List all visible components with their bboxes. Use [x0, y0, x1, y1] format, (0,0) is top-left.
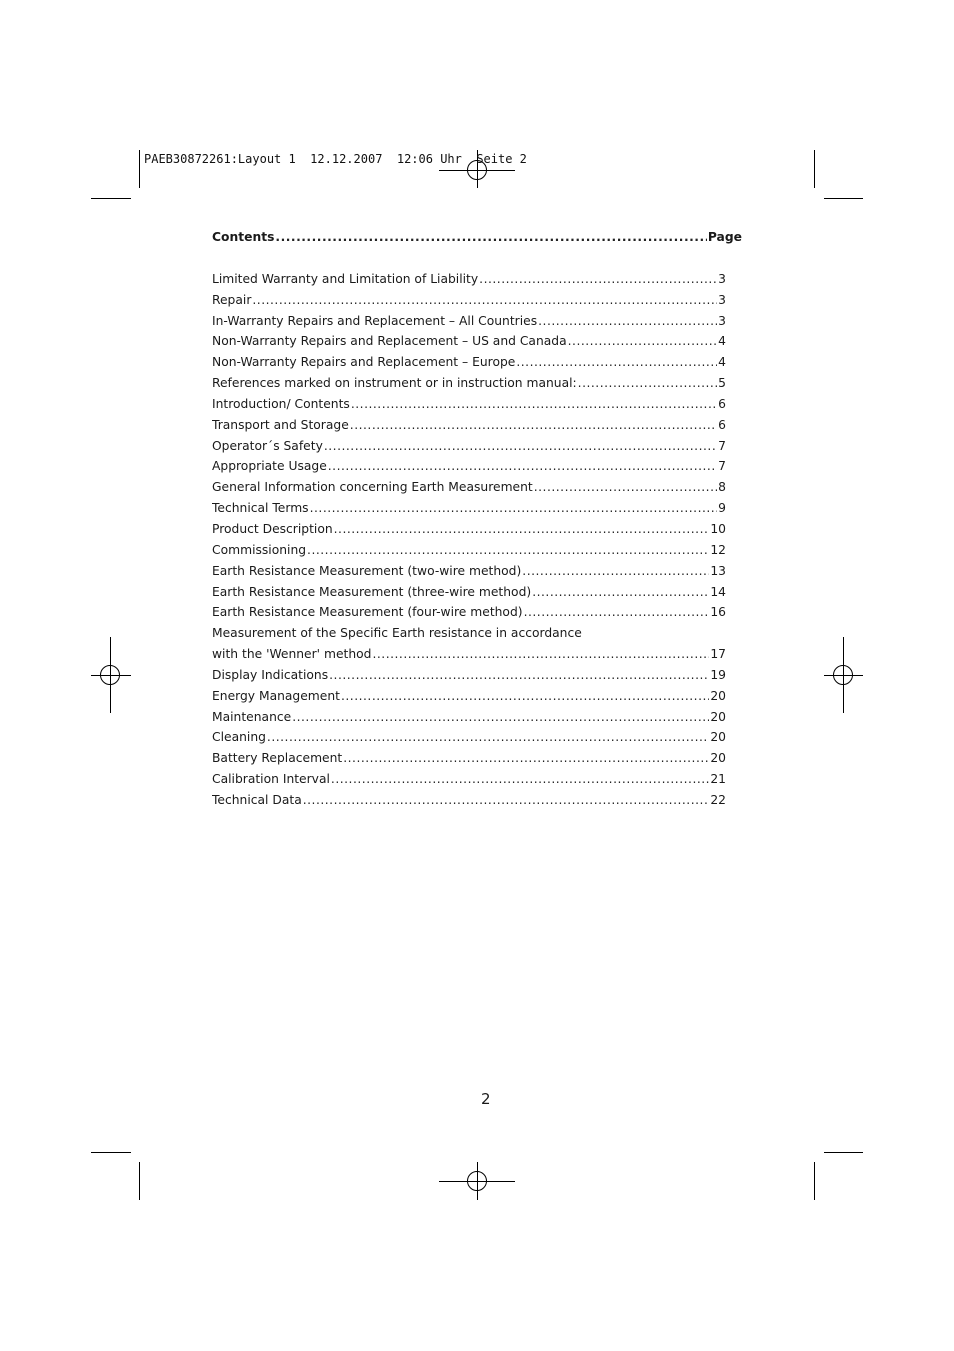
leader-dots: [350, 418, 717, 432]
toc-entry[interactable]: [212, 772, 726, 793]
toc-entry-label: Earth Resistance Measurement (four-wire method): [212, 605, 523, 620]
toc-entry-label: Product Description: [212, 521, 333, 536]
leader-dots: [341, 689, 709, 703]
toc-entry-label: Technical Data: [212, 792, 302, 807]
toc-entry-page: 10: [710, 521, 726, 536]
toc-entry-page: 19: [710, 667, 726, 682]
toc-entry-line: [212, 626, 726, 647]
crop-mark: [91, 198, 131, 199]
toc-entry[interactable]: [212, 793, 726, 814]
toc-entry-label: Battery Replacement: [212, 751, 343, 766]
toc-entry-page: 5: [718, 376, 726, 391]
toc-entry[interactable]: [212, 459, 726, 480]
toc-entry-label: with the 'Wenner' method: [212, 647, 372, 662]
toc-entry-page: 20: [710, 688, 726, 703]
toc-entry[interactable]: [212, 751, 726, 772]
leader-dots: [334, 522, 710, 536]
crop-mark: [139, 1162, 140, 1200]
leader-dots: [532, 585, 709, 599]
toc-entry[interactable]: [212, 710, 726, 731]
toc-entry[interactable]: [212, 543, 726, 564]
toc-entry-label: Earth Resistance Measurement (three-wire method): [212, 584, 532, 599]
toc-entry[interactable]: [212, 605, 726, 626]
leader-dots: [252, 293, 717, 307]
toc-entry-label: Non-Warranty Repairs and Replacement – Europe: [212, 355, 516, 370]
toc-entry-page: 8: [718, 480, 726, 495]
toc-entry-label: General Information concerning Earth Measurement: [212, 480, 533, 495]
toc-entry[interactable]: [212, 689, 726, 710]
toc-entry[interactable]: [212, 522, 726, 543]
toc-entry[interactable]: [212, 397, 726, 418]
leader-dots: [328, 459, 717, 473]
leader-dots: [372, 647, 709, 661]
toc-entry-page: 6: [718, 396, 726, 411]
leader-dots: [534, 480, 717, 494]
toc-entry-page: 22: [710, 792, 726, 807]
crop-mark: [824, 198, 863, 199]
leader-dots: [324, 439, 717, 453]
toc-entry-page: 7: [718, 438, 726, 453]
leader-dots: [307, 543, 709, 557]
toc-entry[interactable]: [212, 480, 726, 501]
leader-dots: [351, 397, 717, 411]
leader-dots: [329, 668, 709, 682]
toc-entry-label: Technical Terms: [212, 501, 309, 516]
print-slug: PAEB30872261:Layout 1 12.12.2007 12:06 Uhr Seite 2: [144, 152, 527, 166]
toc-entry-label: Transport and Storage: [212, 417, 349, 432]
toc-entry-label: Earth Resistance Measurement (two-wire method): [212, 563, 522, 578]
toc-entries: [212, 272, 726, 626]
toc-entry[interactable]: [212, 564, 726, 585]
toc-entry-page: 3: [718, 292, 726, 307]
toc-entry[interactable]: [212, 668, 726, 689]
toc-entry-page: 4: [718, 334, 726, 349]
leader-dots: [331, 772, 709, 786]
crop-mark: [824, 1152, 863, 1153]
toc-entry-label: Appropriate Usage: [212, 459, 327, 474]
toc-entry-page: 13: [710, 563, 726, 578]
toc-heading: Contents: [212, 230, 275, 244]
toc-entry[interactable]: [212, 501, 726, 522]
toc-entry-page: 14: [710, 584, 726, 599]
toc-entry[interactable]: [212, 730, 726, 751]
toc-entry-label: Cleaning: [212, 730, 266, 745]
toc-entry-label: Non-Warranty Repairs and Replacement – US and Canada: [212, 334, 567, 349]
toc-entry-page: 16: [710, 605, 726, 620]
toc-entry-label: Calibration Interval: [212, 772, 330, 787]
leader-dots: [524, 605, 710, 619]
toc-entry-label: In-Warranty Repairs and Replacement – All Countries: [212, 313, 538, 328]
toc-entry-label: Operator´s Safety: [212, 438, 323, 453]
crop-mark: [814, 1162, 815, 1200]
toc-entry-label: Repair: [212, 292, 252, 307]
toc-entry-label: Energy Management: [212, 688, 340, 703]
toc-entry[interactable]: [212, 647, 726, 668]
toc-entries-after: [212, 668, 726, 814]
leader-dots: [292, 710, 709, 724]
leader-dots: [303, 793, 710, 807]
toc-entry-page: 3: [718, 271, 726, 286]
toc-entry-page: 20: [710, 709, 726, 724]
leader-dots: [516, 355, 717, 369]
toc-entry-label: References marked on instrument or in instruction manual:: [212, 376, 577, 391]
toc-entry[interactable]: [212, 355, 726, 376]
leader-dots: [479, 272, 717, 286]
toc-entry[interactable]: [212, 585, 726, 606]
toc-entry-page: 9: [718, 501, 726, 516]
leader-dots: [310, 501, 718, 515]
toc-entry-label: Commissioning: [212, 542, 307, 557]
toc-entry-page: 12: [710, 542, 726, 557]
toc-heading-page: Page: [707, 230, 742, 244]
crop-mark: [139, 150, 140, 188]
toc-entry-page: 6: [718, 417, 726, 432]
toc-entry[interactable]: [212, 272, 726, 293]
toc-entry[interactable]: [212, 439, 726, 460]
toc-entry-page: 7: [718, 459, 726, 474]
leader-dots: [522, 564, 709, 578]
leader-dots: [538, 314, 717, 328]
leader-dots: [343, 751, 709, 765]
toc-entry-page: 3: [718, 313, 726, 328]
toc-entry-page: 17: [710, 647, 726, 662]
toc-heading-row: [212, 230, 742, 251]
toc-entry-page: 20: [710, 751, 726, 766]
toc-entry[interactable]: [212, 293, 726, 314]
leader-dots: [275, 230, 706, 244]
crop-mark: [91, 1152, 131, 1153]
leader-dots: [267, 730, 709, 744]
table-of-contents: [212, 230, 742, 814]
toc-entry[interactable]: [212, 314, 726, 335]
toc-entry-label: Display Indications: [212, 667, 329, 682]
toc-entry-label: Maintenance: [212, 709, 292, 724]
toc-entry-label: Introduction/ Contents: [212, 396, 350, 411]
toc-entry-page: 4: [718, 355, 726, 370]
toc-entries-multiline: [212, 626, 726, 668]
toc-entry[interactable]: [212, 376, 726, 397]
toc-entry-page: 21: [710, 772, 726, 787]
toc-entry-page: 20: [710, 730, 726, 745]
toc-entry-label: Limited Warranty and Limitation of Liability: [212, 271, 479, 286]
leader-dots: [568, 334, 718, 348]
toc-entry[interactable]: [212, 418, 726, 439]
crop-mark: [814, 150, 815, 188]
page-number: 2: [481, 1090, 491, 1108]
toc-entry[interactable]: [212, 334, 726, 355]
leader-dots: [578, 376, 718, 390]
toc-entry-label[interactable]: Measurement of the Specific Earth resistance in accordance: [212, 626, 582, 641]
